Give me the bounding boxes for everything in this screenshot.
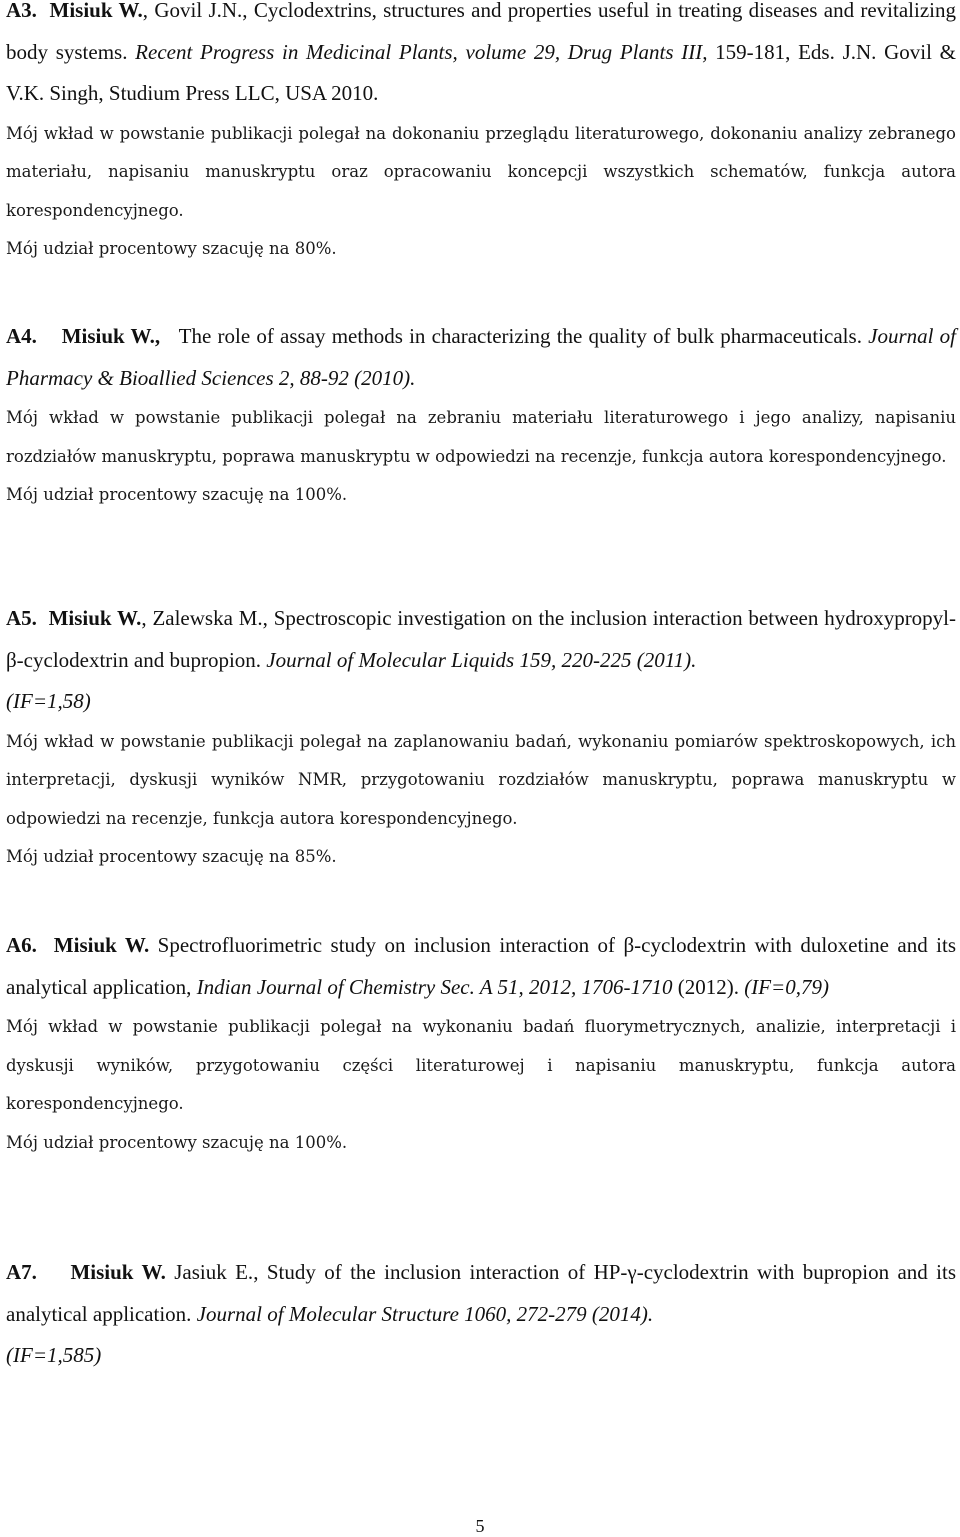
impact-factor: (IF=0,79) <box>744 974 829 999</box>
citation <box>6 1252 956 1377</box>
entry-label: A7. <box>6 1260 37 1284</box>
contribution-text: Mój wkład w powstanie publikacji polegał na dokonaniu przeglądu literaturowego, dokonaniu analizy zebranego materiału, napisaniu manuskryptu oraz opracowaniu koncepcji wszystkich schematów, funkcja autora korespondencyjnego. <box>6 123 956 220</box>
impact-factor: (IF=1,585) <box>6 1343 102 1367</box>
entry-label: A6. <box>6 933 37 957</box>
author-main: Misiuk W. <box>70 1260 166 1284</box>
co-authors: Jasiuk E. <box>165 1260 254 1284</box>
publication-title: The role of assay methods in characterizing the quality of bulk pharmaceuticals. <box>178 324 862 348</box>
publication-source: Journal of Pharmacy & Bioallied Sciences 2, 88-92 (2010). <box>6 324 957 390</box>
publication-title: Spectrofluorimetric study on inclusion interaction of β-cyclodextrin with duloxetine and its analytical application, <box>6 933 957 999</box>
contribution-text: Mój wkład w powstanie publikacji polegał na zaplanowaniu badań, wykonaniu pomiarów spektroskopowych, ich interpretacji, dyskusji wyników NMR, przygotowaniu rozdziałów manuskryptu, poprawa manuskryptu w odpowiedzi na recenzje, funkcja autora korespondencyjnego. <box>6 731 956 828</box>
publication-title: , Spectroscopic investigation on the inclusion interaction between hydroxypropyl-β-cyclodextrin and bupropion. <box>6 606 957 672</box>
publication-title: , Study of the inclusion interaction of HP-γ-cyclodextrin with bupropion and its analytical application. <box>6 1260 957 1326</box>
publication-title: Cyclodextrins, structures and properties useful in treating diseases and revitalizing body systems. <box>6 0 956 64</box>
entry-label: A3. <box>6 0 37 22</box>
publication-source: Indian Journal of Chemistry Sec. A 51, 2012, 1706-1710 <box>196 974 673 999</box>
publication-entry-a3 <box>6 0 956 269</box>
co-authors: , Govil J.N., <box>142 0 254 22</box>
publication-source-details: 159-181, Eds. J.N. Govil & V.K. Singh, Studium Press LLC, USA 2010. <box>6 39 956 105</box>
citation <box>6 0 956 115</box>
author-main: Misiuk W. <box>48 606 142 630</box>
publication-entry-a6 <box>6 925 956 1162</box>
publication-source: Journal of Molecular Liquids 159, 220-225 (2011). <box>266 647 697 672</box>
entry-label: A5. <box>6 606 37 630</box>
author-main: Misiuk W. <box>53 933 150 957</box>
contribution-share: Mój udział procentowy szacuję na 100%. <box>6 1132 348 1152</box>
entry-label: A4. <box>6 324 37 348</box>
contribution-share: Mój udział procentowy szacuję na 100%. <box>6 485 348 504</box>
contribution-text: Mój wkład w powstanie publikacji polegał na wykonaniu badań fluorymetrycznych, analizie, interpretacji i dyskusji wyników, przygotowaniu części literaturowej i napisaniu manuskryptu, funkcja autora korespondencyjnego. <box>6 1017 956 1113</box>
contribution-share: Mój udział procentowy szacuję na 85%. <box>6 847 337 866</box>
publication-entry-a7 <box>6 1252 956 1377</box>
publication-source: Recent Progress in Medicinal Plants, volume 29, Drug Plants III, <box>135 39 708 64</box>
publication-entry-a5 <box>6 598 956 877</box>
contribution-share: Mój udział procentowy szacuję na 80%. <box>6 239 337 258</box>
co-authors: , Zalewska M. <box>141 606 263 630</box>
author-main: Misiuk W. <box>61 324 155 348</box>
citation <box>6 316 956 399</box>
impact-factor: (IF=1,58) <box>6 689 91 713</box>
page-number: 5 <box>475 1516 485 1536</box>
publication-entry-a4 <box>6 316 956 515</box>
contribution-text: Mój wkład w powstanie publikacji polegał na zebraniu materiału literaturowego i jego analizy, napisaniu rozdziałów manuskryptu, poprawa manuskryptu w odpowiedzi na recenzje, funkcja autora korespondencyjnego. <box>6 408 956 466</box>
publication-source-details: (2012). <box>672 974 745 999</box>
citation <box>6 925 956 1008</box>
publication-source: Journal of Molecular Structure 1060, 272-279 (2014). <box>196 1301 654 1326</box>
citation <box>6 598 956 723</box>
co-authors: , <box>154 324 161 348</box>
author-main: Misiuk W. <box>49 0 143 22</box>
